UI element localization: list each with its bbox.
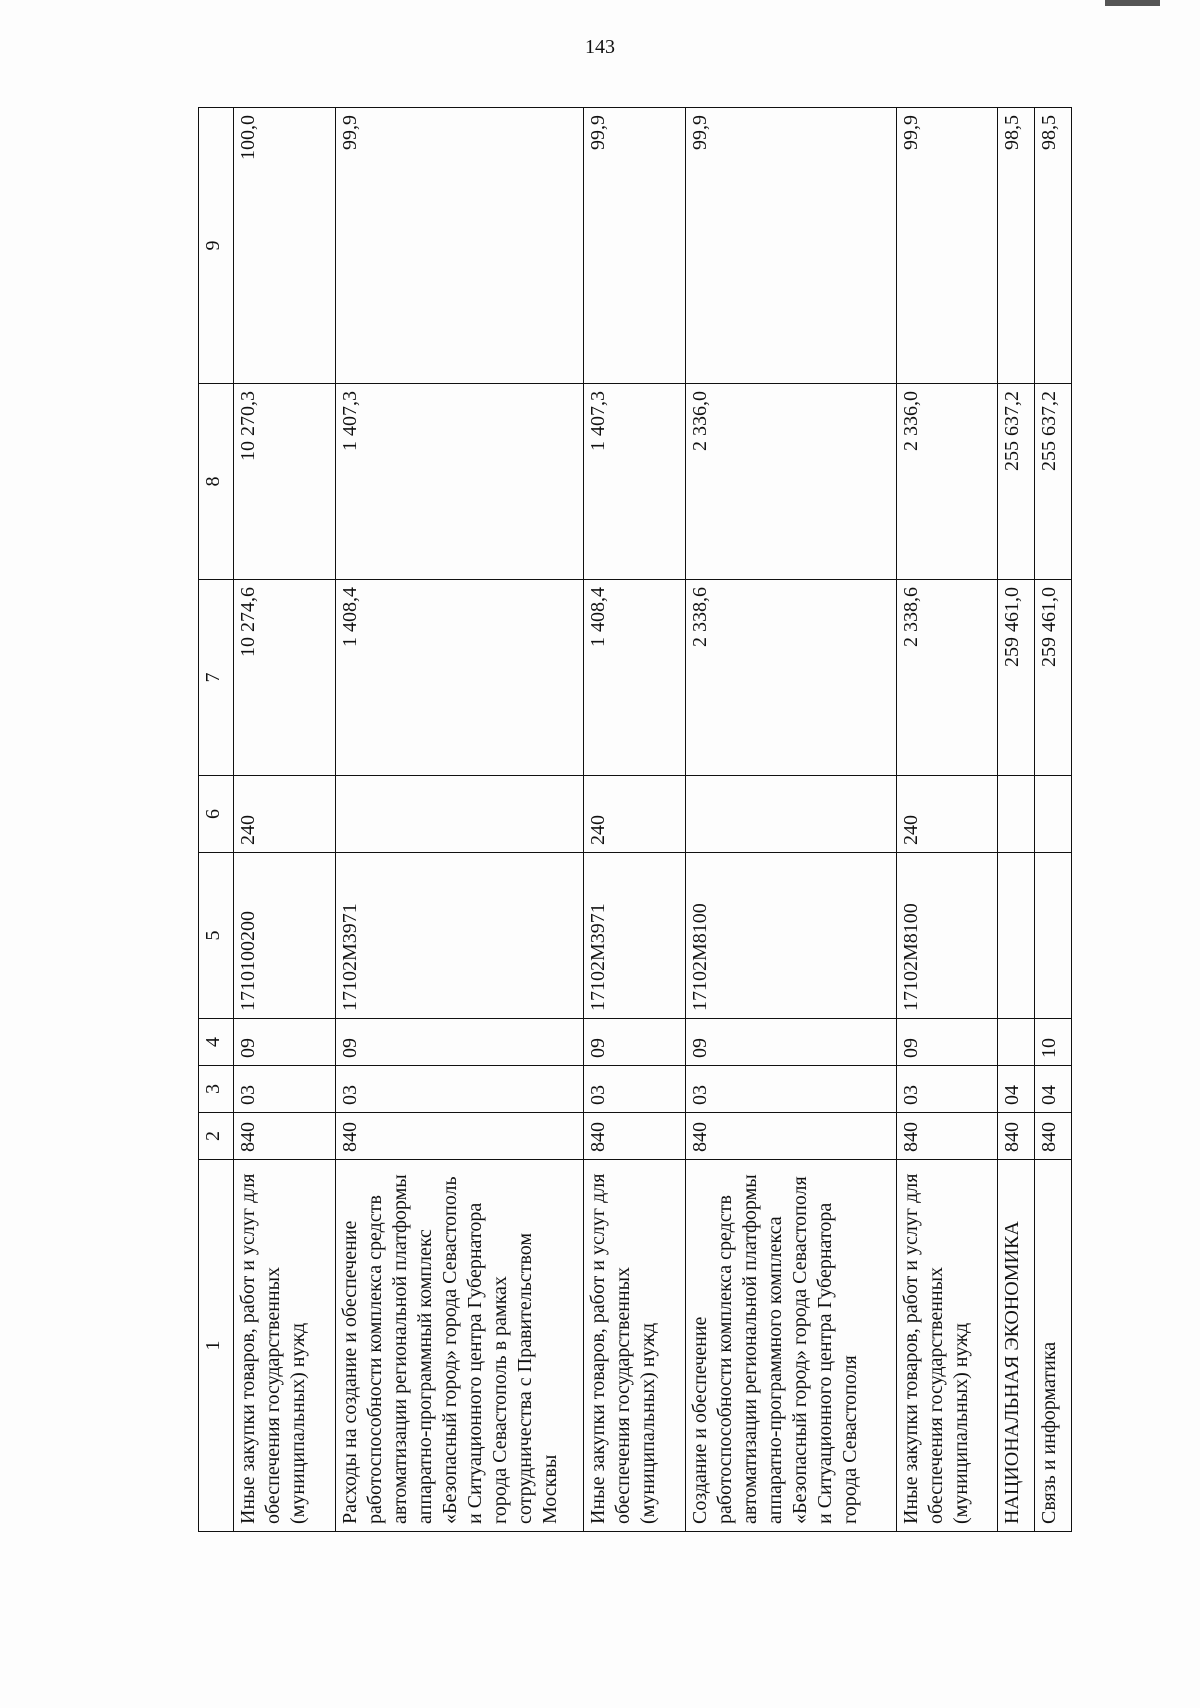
row-description: Связь и информатика xyxy=(1035,1160,1072,1532)
cell-executed: 10 270,3 xyxy=(234,384,336,580)
cell-planned: 1 408,4 xyxy=(335,580,584,776)
cell-planned: 259 461,0 xyxy=(998,580,1035,776)
cell-executed: 1 407,3 xyxy=(584,384,686,580)
cell-expense-type xyxy=(685,776,896,853)
table-row xyxy=(234,108,336,1532)
cell-percent: 99,9 xyxy=(685,108,896,384)
cell-grbs: 840 xyxy=(896,1113,998,1160)
cell-expense-type: 240 xyxy=(234,776,336,853)
header-cell: 1 xyxy=(199,1160,234,1532)
cell-section: 04 xyxy=(1035,1066,1072,1113)
cell-target-article: 17102М8100 xyxy=(685,853,896,1019)
cell-expense-type: 240 xyxy=(584,776,686,853)
cell-executed: 255 637,2 xyxy=(998,384,1035,580)
header-cell: 2 xyxy=(199,1113,234,1160)
cell-grbs: 840 xyxy=(335,1113,584,1160)
cell-target-article: 1710100200 xyxy=(234,853,336,1019)
table-row xyxy=(896,108,998,1532)
cell-subsection: 09 xyxy=(685,1019,896,1066)
scan-edge-mark xyxy=(1105,0,1160,6)
table-row xyxy=(335,108,584,1532)
row-description: Иные закупки товаров, работ и услуг для обеспечения государственных (муниципальных) нужд xyxy=(896,1160,998,1532)
cell-target-article: 17102М3971 xyxy=(335,853,584,1019)
cell-expense-type xyxy=(998,776,1035,853)
cell-executed: 2 336,0 xyxy=(896,384,998,580)
header-cell: 5 xyxy=(199,853,234,1019)
row-description: Создание и обеспечение работоспособности комплекса средств автоматизации региональной платформы аппаратно-программного комплекса «Безопасный город» города Севастополя и Ситуационного центра Губернатора города Севастополя xyxy=(685,1160,896,1532)
cell-subsection: 09 xyxy=(584,1019,686,1066)
row-description: Иные закупки товаров, работ и услуг для обеспечения государственных (муниципальных) нужд xyxy=(234,1160,336,1532)
cell-planned: 2 338,6 xyxy=(685,580,896,776)
cell-expense-type: 240 xyxy=(896,776,998,853)
cell-section: 03 xyxy=(896,1066,998,1113)
cell-grbs: 840 xyxy=(584,1113,686,1160)
cell-grbs: 840 xyxy=(685,1113,896,1160)
cell-percent: 99,9 xyxy=(584,108,686,384)
cell-grbs: 840 xyxy=(1035,1113,1072,1160)
cell-planned: 259 461,0 xyxy=(1035,580,1072,776)
cell-target-article: 17102М8100 xyxy=(896,853,998,1019)
cell-target-article xyxy=(998,853,1035,1019)
page-number: 143 xyxy=(585,36,615,58)
cell-percent: 100,0 xyxy=(234,108,336,384)
cell-subsection: 09 xyxy=(335,1019,584,1066)
cell-percent: 99,9 xyxy=(896,108,998,384)
cell-section: 03 xyxy=(234,1066,336,1113)
cell-subsection xyxy=(998,1019,1035,1066)
row-description: Иные закупки товаров, работ и услуг для обеспечения государственных (муниципальных) нужд xyxy=(584,1160,686,1532)
cell-planned: 2 338,6 xyxy=(896,580,998,776)
cell-executed: 255 637,2 xyxy=(1035,384,1072,580)
cell-percent: 99,9 xyxy=(335,108,584,384)
cell-subsection: 09 xyxy=(234,1019,336,1066)
cell-target-article: 17102М3971 xyxy=(584,853,686,1019)
header-row xyxy=(199,108,234,1532)
cell-planned: 10 274,6 xyxy=(234,580,336,776)
header-cell: 9 xyxy=(199,108,234,384)
header-cell: 3 xyxy=(199,1066,234,1113)
cell-subsection: 10 xyxy=(1035,1019,1072,1066)
budget-table xyxy=(198,107,1072,1532)
cell-executed: 2 336,0 xyxy=(685,384,896,580)
row-description: НАЦИОНАЛЬНАЯ ЭКОНОМИКА xyxy=(998,1160,1035,1532)
header-cell: 6 xyxy=(199,776,234,853)
cell-section: 03 xyxy=(584,1066,686,1113)
cell-section: 03 xyxy=(335,1066,584,1113)
cell-planned: 1 408,4 xyxy=(584,580,686,776)
row-description: Расходы на создание и обеспечение работоспособности комплекса средств автоматизации региональной платформы аппаратно-программный комплекс «Безопасный город» города Севастополь и Ситуационного центра Губернатора города Севастополь в рамках сотрудничества с Правительством Москвы xyxy=(335,1160,584,1532)
header-cell: 8 xyxy=(199,384,234,580)
cell-grbs: 840 xyxy=(998,1113,1035,1160)
cell-expense-type xyxy=(1035,776,1072,853)
cell-section: 03 xyxy=(685,1066,896,1113)
table-row xyxy=(685,108,896,1532)
cell-subsection: 09 xyxy=(896,1019,998,1066)
cell-grbs: 840 xyxy=(234,1113,336,1160)
cell-section: 04 xyxy=(998,1066,1035,1113)
rotated-table-frame xyxy=(198,108,1072,1532)
table-row xyxy=(1035,108,1072,1532)
header-cell: 7 xyxy=(199,580,234,776)
header-cell: 4 xyxy=(199,1019,234,1066)
table-row xyxy=(998,108,1035,1532)
cell-target-article xyxy=(1035,853,1072,1019)
cell-percent: 98,5 xyxy=(998,108,1035,384)
cell-expense-type xyxy=(335,776,584,853)
cell-executed: 1 407,3 xyxy=(335,384,584,580)
table-row xyxy=(584,108,686,1532)
cell-percent: 98,5 xyxy=(1035,108,1072,384)
